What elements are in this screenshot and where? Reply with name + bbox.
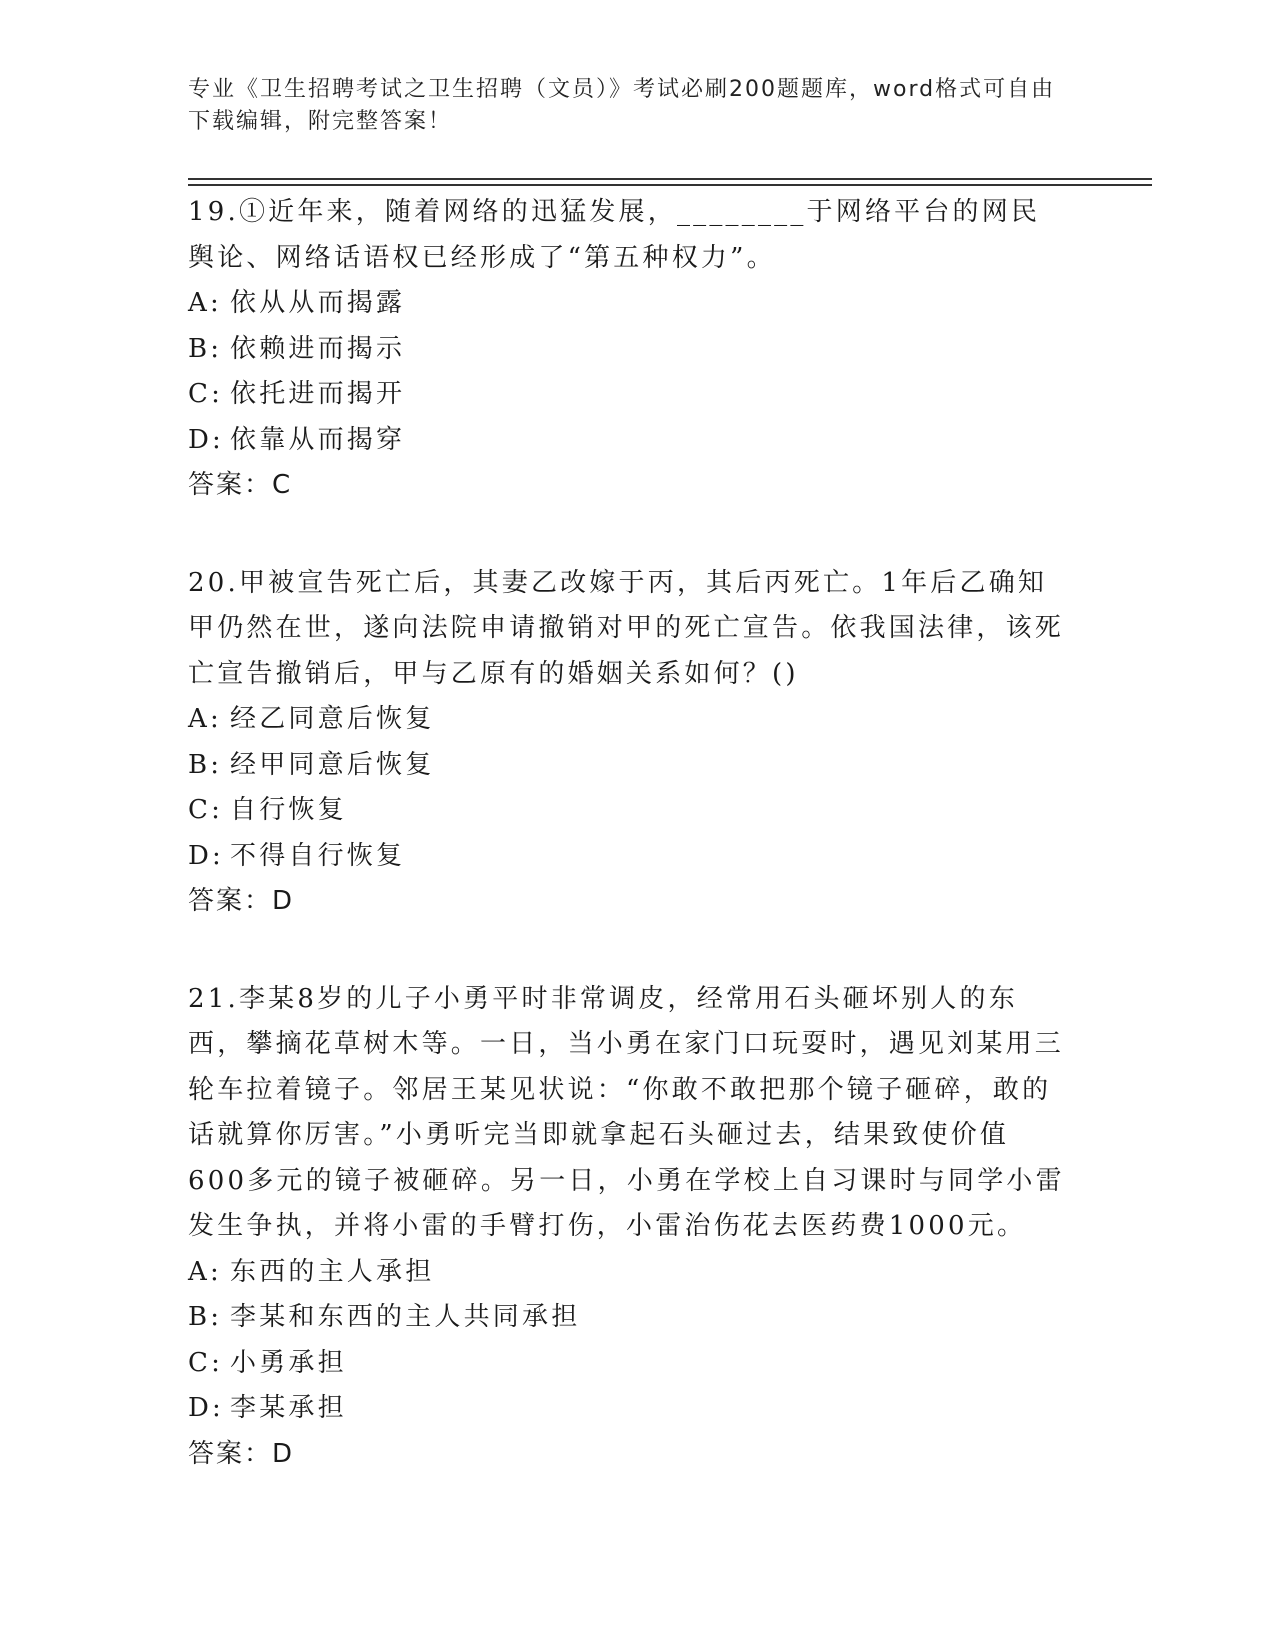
option-text: 李某和东西的主人共同承担 — [230, 1302, 581, 1332]
option-text: 东西的主人承担 — [230, 1256, 435, 1287]
option-c — [188, 788, 1068, 834]
option-key: A: — [188, 704, 222, 734]
option-b — [188, 327, 1068, 373]
option-text: 依靠从而揭穿 — [230, 424, 406, 455]
question-stem: 20.甲被宣告死亡后，其妻乙改嫁于丙，其后丙死亡。1年后乙确知甲仍然在世，遂向法院申请撤销对甲的死亡宣告。依我国法律，该死亡宣告撤销后，甲与乙原有的婚姻关系如何？() — [188, 567, 1065, 689]
option-key: B: — [188, 1302, 223, 1332]
option-c — [188, 372, 1068, 418]
document-header: 专业《卫生招聘考试之卫生招聘（文员）》考试必刷200题题库，word格式可自由下载编辑，附完整答案！ — [188, 77, 1056, 134]
option-b — [188, 743, 1068, 789]
question-stem: 21.李某8岁的儿子小勇平时非常调皮，经常用石头砸坏别人的东西，攀摘花草树木等。一日，当小勇在家门口玩耍时，遇见刘某用三轮车拉着镜子。邻居王某见状说：“你敢不敢把那个镜子砸碎，敢的话就算你厉害。”小勇听完当即就拿起石头砸过去，结果致使价值600多元的镜子被砸碎。另一日，小勇在学校上自习课时与同学小雷发生争执，并将小雷的手臂打伤，小雷治伤花去医药费1000元。 — [188, 983, 1065, 1241]
header-rule-bottom — [188, 184, 1152, 186]
option-key: C: — [188, 795, 224, 825]
option-key: C: — [188, 379, 224, 409]
option-d — [188, 418, 1068, 464]
question-stem: 19.①近年来，随着网络的迅猛发展，________于网络平台的网民舆论、网络话语权已经形成了“第五种权力”。 — [188, 197, 1041, 273]
option-a — [188, 1250, 1068, 1296]
option-key: C: — [188, 1347, 224, 1378]
option-d — [188, 834, 1068, 880]
option-text: 经甲同意后恢复 — [230, 749, 435, 780]
option-key: B: — [188, 333, 223, 364]
option-key: D: — [188, 424, 225, 455]
option-key: B: — [188, 749, 223, 780]
answer-line: 答案：D — [188, 886, 295, 916]
option-key: D: — [188, 1393, 225, 1423]
option-text: 依托进而揭开 — [230, 379, 406, 409]
option-text: 自行恢复 — [230, 795, 347, 825]
question-19 — [188, 190, 1068, 509]
answer-line: 答案：D — [188, 1438, 295, 1469]
header-rule-top — [188, 178, 1152, 180]
question-list — [188, 190, 1068, 1529]
option-text: 不得自行恢复 — [230, 840, 406, 871]
option-a — [188, 697, 1068, 743]
option-b — [188, 1295, 1068, 1341]
option-key: A: — [188, 1256, 222, 1287]
answer-line: 答案：C — [188, 470, 293, 500]
option-d — [188, 1386, 1068, 1432]
option-c — [188, 1341, 1068, 1387]
option-text: 依赖进而揭示 — [230, 333, 406, 364]
option-text: 经乙同意后恢复 — [230, 704, 435, 734]
option-key: A: — [188, 288, 222, 318]
option-text: 李某承担 — [230, 1393, 347, 1423]
question-21 — [188, 977, 1068, 1478]
option-text: 小勇承担 — [230, 1347, 347, 1378]
option-text: 依从从而揭露 — [230, 288, 406, 318]
option-key: D: — [188, 840, 225, 871]
question-20 — [188, 561, 1068, 925]
option-a — [188, 281, 1068, 327]
